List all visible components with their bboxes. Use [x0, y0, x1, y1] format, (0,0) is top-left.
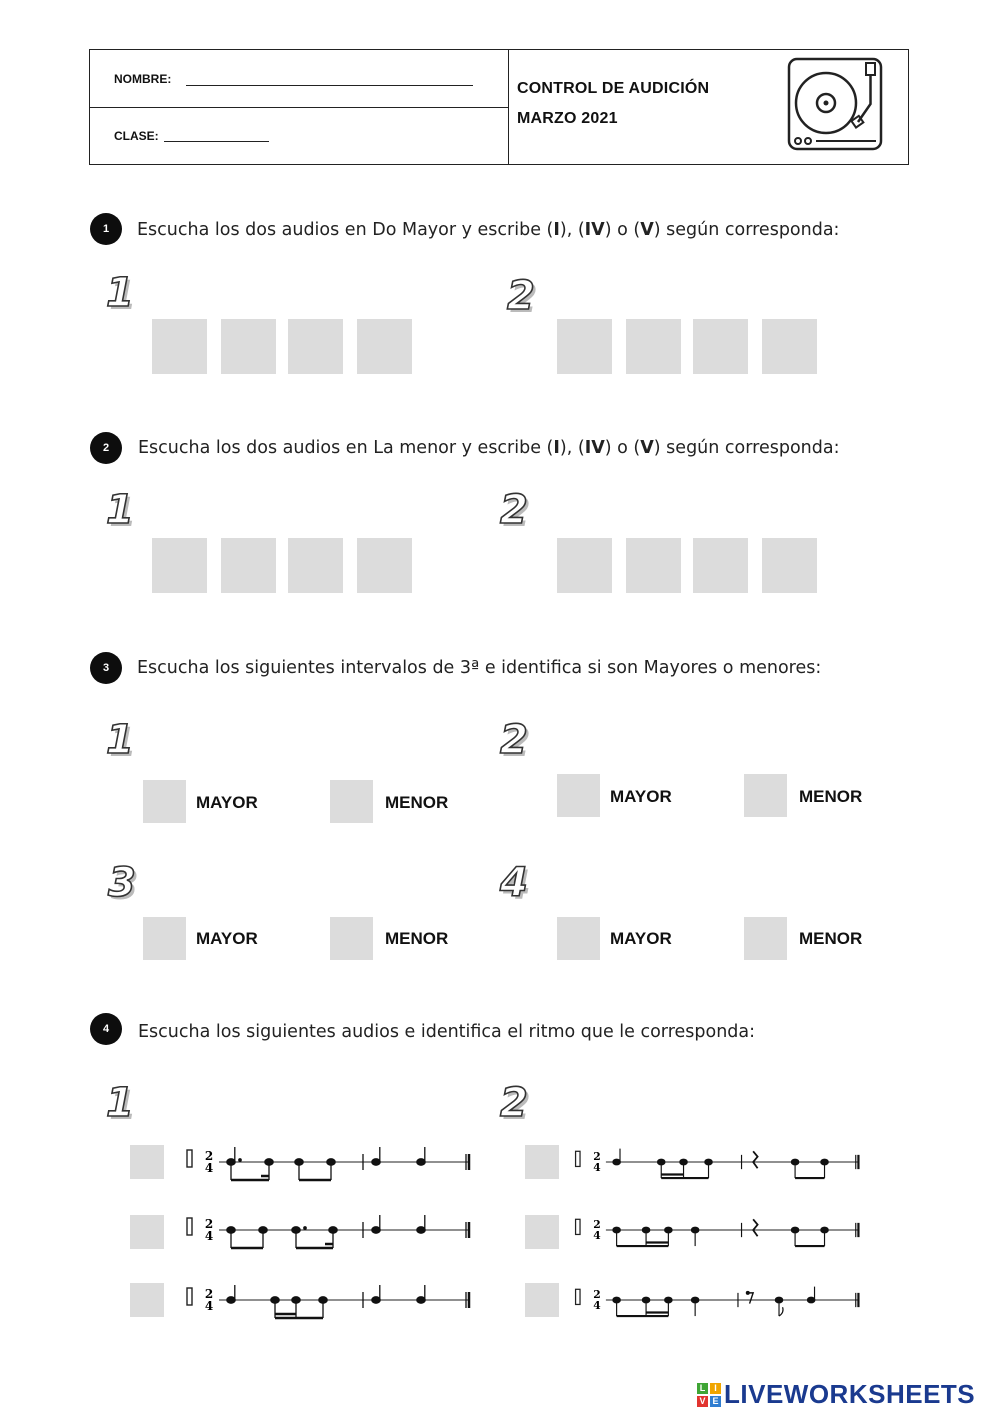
section-4-number: 4: [90, 1013, 122, 1045]
menor-checkbox[interactable]: [330, 780, 373, 823]
mayor-label: MAYOR: [196, 793, 258, 812]
audio-2-label: 2: [500, 487, 528, 533]
menor-label: MENOR: [799, 929, 863, 948]
menor-checkbox[interactable]: [744, 917, 787, 960]
clase-label: CLASE:: [114, 129, 159, 143]
menor-checkbox[interactable]: [330, 917, 373, 960]
liveworksheets-brand[interactable]: LIVEWORKSHEETS: [724, 1379, 976, 1409]
rhythm-checkbox[interactable]: [130, 1145, 164, 1179]
mayor-checkbox[interactable]: [557, 774, 600, 817]
section-4-instruction: Escucha los siguientes audios e identifica el ritmo que le corresponda:: [138, 1022, 756, 1042]
mayor-checkbox[interactable]: [143, 917, 186, 960]
menor-label: MENOR: [385, 929, 449, 948]
menor-label: MENOR: [799, 787, 863, 806]
svg-text:4: 4: [593, 1160, 601, 1174]
answer-box[interactable]: [357, 319, 412, 374]
rhythm-checkbox[interactable]: [130, 1283, 164, 1317]
mayor-checkbox[interactable]: [143, 780, 186, 823]
answer-box[interactable]: [626, 319, 681, 374]
header-date: MARZO 2021: [517, 110, 618, 127]
liveworksheets-logo-icon: L I V E: [697, 1383, 721, 1407]
menor-checkbox[interactable]: [744, 774, 787, 817]
answer-box[interactable]: [288, 319, 343, 374]
svg-text:4: 4: [593, 1228, 601, 1242]
rhythm-notation: [572, 1142, 862, 1182]
svg-text:2: 2: [593, 1150, 601, 1164]
rhythm-set-1-label: 1: [106, 1080, 134, 1126]
rhythm-notation: [572, 1280, 862, 1320]
answer-box[interactable]: [221, 319, 276, 374]
answer-box[interactable]: [762, 319, 817, 374]
header-row-divider: [90, 107, 508, 108]
nombre-label: NOMBRE:: [114, 72, 172, 86]
section-2-number: 2: [90, 432, 122, 464]
answer-box[interactable]: [357, 538, 412, 593]
rhythm-checkbox[interactable]: [525, 1283, 559, 1317]
interval-3-label: 3: [108, 860, 136, 906]
mayor-label: MAYOR: [196, 929, 258, 948]
interval-2-label: 2: [500, 717, 528, 763]
svg-text:2: 2: [204, 1287, 214, 1301]
svg-text:4: 4: [204, 1229, 214, 1243]
audio-1-label: 1: [106, 487, 134, 533]
menor-label: MENOR: [385, 793, 449, 812]
svg-text:4: 4: [204, 1299, 214, 1313]
interval-4-label: 4: [500, 860, 528, 906]
svg-text:2: 2: [204, 1149, 214, 1163]
answer-box[interactable]: [626, 538, 681, 593]
section-3-instruction: Escucha los siguientes intervalos de 3ª e identifica si son Mayores o menores:: [137, 658, 822, 678]
answer-box[interactable]: [557, 319, 612, 374]
mayor-label: MAYOR: [610, 929, 672, 948]
answer-box[interactable]: [762, 538, 817, 593]
nombre-field[interactable]: [186, 85, 473, 86]
svg-text:2: 2: [204, 1217, 214, 1231]
interval-1-label: 1: [106, 717, 134, 763]
svg-text:4: 4: [593, 1298, 601, 1312]
answer-box[interactable]: [221, 538, 276, 593]
section-1-instruction: Escucha los dos audios en Do Mayor y escribe (I), (IV) o (V) según corresponda:: [137, 220, 840, 240]
section-3-number: 3: [90, 652, 122, 684]
header-divider: [508, 50, 509, 164]
mayor-checkbox[interactable]: [557, 917, 600, 960]
header-title: CONTROL DE AUDICIÓN: [517, 80, 710, 97]
rhythm-set-2-label: 2: [500, 1080, 528, 1126]
svg-text:4: 4: [204, 1161, 214, 1175]
answer-box[interactable]: [152, 538, 207, 593]
rhythm-notation: [572, 1210, 862, 1250]
rhythm-checkbox[interactable]: [525, 1215, 559, 1249]
rhythm-notation: [183, 1280, 473, 1320]
answer-box[interactable]: [557, 538, 612, 593]
clase-field[interactable]: [164, 141, 269, 142]
answer-box[interactable]: [288, 538, 343, 593]
answer-box[interactable]: [693, 538, 748, 593]
audio-2-label: 2: [507, 273, 535, 319]
section-1-number: 1: [90, 213, 122, 245]
mayor-label: MAYOR: [610, 787, 672, 806]
rhythm-notation: [183, 1210, 473, 1250]
svg-text:2: 2: [593, 1218, 601, 1232]
rhythm-checkbox[interactable]: [130, 1215, 164, 1249]
audio-1-label: 1: [106, 270, 134, 316]
rhythm-checkbox[interactable]: [525, 1145, 559, 1179]
turntable-icon: [786, 56, 884, 154]
answer-box[interactable]: [693, 319, 748, 374]
section-2-instruction: Escucha los dos audios en La menor y escribe (I), (IV) o (V) según corresponda:: [138, 438, 840, 458]
rhythm-notation: [183, 1142, 473, 1182]
answer-box[interactable]: [152, 319, 207, 374]
svg-text:2: 2: [593, 1288, 601, 1302]
